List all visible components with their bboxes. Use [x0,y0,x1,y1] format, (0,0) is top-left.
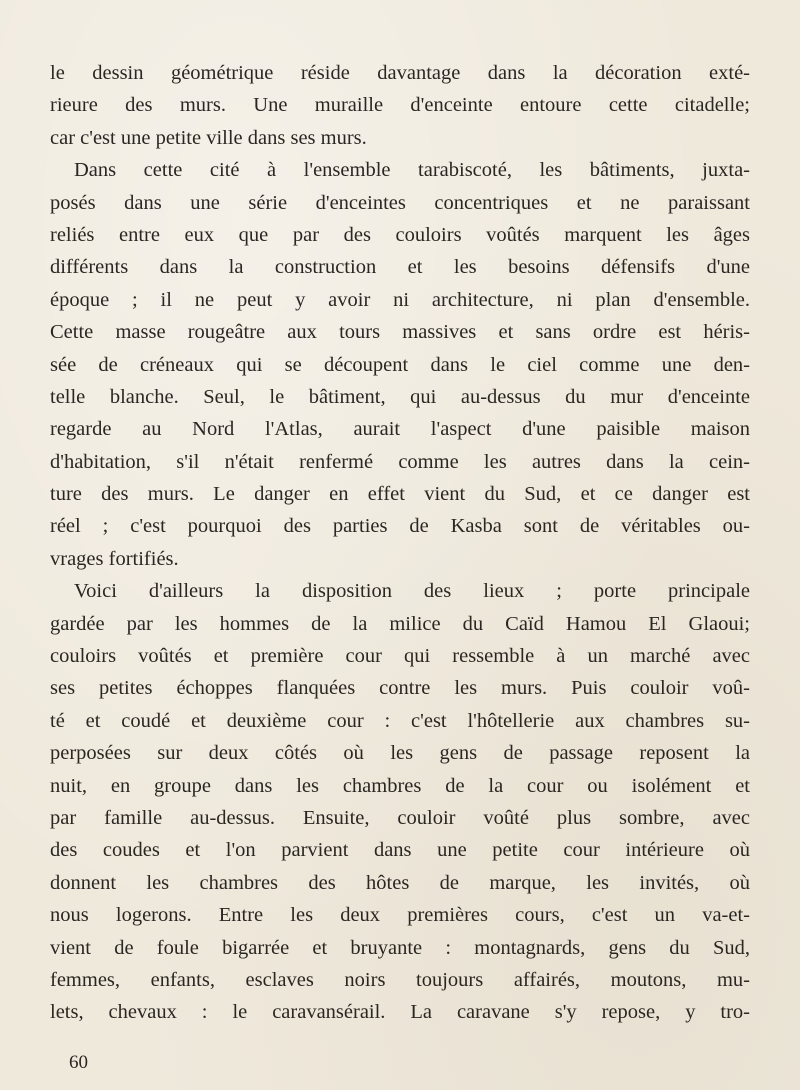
text-line: posés dans une série d'enceintes concentriques et ne paraissant [50,191,750,214]
text-line: Dans cette cité à l'ensemble tarabiscoté, les bâtiments, juxta- [74,159,750,182]
text-line: vient de foule bigarrée et bruyante : montagnards, gens du Sud, [50,936,750,959]
page-number: 60 [69,1052,88,1073]
text-line: réel ; c'est pourquoi des parties de Kasba sont de véritables ou- [50,515,750,538]
text-line: vrages fortifiés. [50,547,179,570]
text-line: gardée par les hommes de la milice du Caïd Hamou El Glaoui; [50,612,750,635]
text-line: sée de créneaux qui se découpent dans le ciel comme une den- [50,353,750,376]
text-line: rieure des murs. Une muraille d'enceinte entoure cette citadelle; [50,94,750,117]
text-line: perposées sur deux côtés où les gens de passage reposent la [50,742,750,765]
text-line: lets, chevaux : le caravansérail. La caravane s'y repose, y tro- [50,1001,750,1024]
text-line: nuit, en groupe dans les chambres de la cour ou isolément et [50,774,750,797]
text-line: d'habitation, s'il n'était renfermé comme les autres dans la cein- [50,450,750,473]
text-line: femmes, enfants, esclaves noirs toujours affairés, moutons, mu- [50,968,750,991]
text-line: donnent les chambres des hôtes de marque, les invités, où [50,871,750,894]
text-line: té et coudé et deuxième cour : c'est l'hôtellerie aux chambres su- [50,709,750,732]
text-line: le dessin géométrique réside davantage dans la décoration exté- [50,62,750,84]
text-line: nous logerons. Entre les deux premières cours, c'est un va-et- [50,904,750,927]
text-line: ture des murs. Le danger en effet vient du Sud, et ce danger est [50,483,750,506]
text-line: époque ; il ne peut y avoir ni architecture, ni plan d'ensemble. [50,288,750,311]
text-line: reliés entre eux que par des couloirs voûtés marquent les âges [50,223,750,246]
text-line: des coudes et l'on parvient dans une petite cour intérieure où [50,839,750,862]
text-line: Voici d'ailleurs la disposition des lieux ; porte principale [74,580,750,603]
text-line: par famille au-dessus. Ensuite, couloir voûté plus sombre, avec [50,806,750,829]
body-text [50,57,750,1029]
text-line: telle blanche. Seul, le bâtiment, qui au-dessus du mur d'enceinte [50,385,750,408]
text-line: car c'est une petite ville dans ses murs. [50,126,367,149]
text-line: couloirs voûtés et première cour qui ressemble à un marché avec [50,645,750,668]
text-line: Cette masse rougeâtre aux tours massives et sans ordre est héris- [50,321,750,344]
text-line: différents dans la construction et les besoins défensifs d'une [50,256,750,279]
text-line: regarde au Nord l'Atlas, aurait l'aspect d'une paisible maison [50,418,750,441]
text-line: ses petites échoppes flanquées contre les murs. Puis couloir voû- [50,677,750,700]
